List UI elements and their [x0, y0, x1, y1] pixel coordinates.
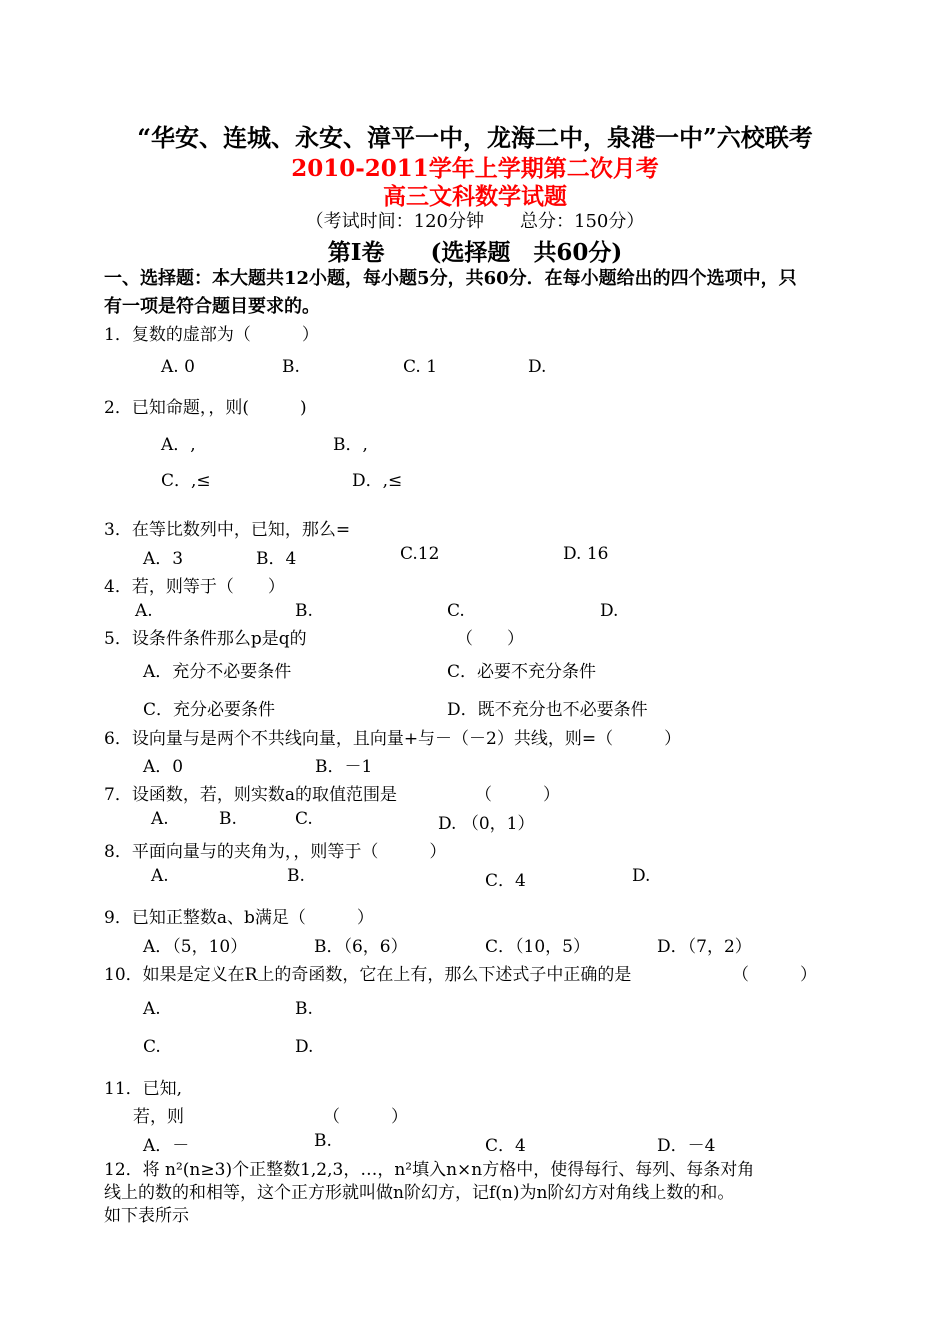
question-2-option-b: B．,	[333, 435, 368, 455]
question-4-option-b: B.	[295, 601, 313, 621]
question-4-option-a: A.	[135, 601, 153, 621]
question-3-option-c: C.12	[400, 544, 440, 564]
question-7-option-a: A.	[151, 809, 169, 829]
question-11-option-b: B.	[314, 1131, 332, 1151]
question-5-option-c: C．充分必要条件	[143, 700, 276, 720]
question-6-option-a: A．0	[143, 757, 184, 777]
question-2-option-a: A．,	[161, 435, 196, 455]
question-1-stem: 1．复数的虚部为（ ）	[104, 325, 319, 345]
question-4-stem: 4．若，则等于（ ）	[104, 577, 285, 597]
question-9-option-b: B．（6，6）	[314, 937, 408, 957]
question-7-option-d: D. （0，1）	[438, 814, 535, 834]
question-10-answer-paren: （ ）	[732, 965, 817, 985]
question-10-option-d: D.	[295, 1037, 314, 1057]
question-11-stem-condition: 若，则	[133, 1107, 184, 1127]
question-5-stem: 5．设条件条件那么p是q的	[104, 629, 307, 649]
question-6-option-b: B．－1	[315, 757, 373, 777]
question-3-option-d: D. 16	[563, 544, 609, 564]
question-6-stem: 6．设向量与是两个不共线向量，且向量+与－（－2）共线，则=（ ）	[104, 729, 682, 749]
question-9-option-c: C．（10，5）	[485, 937, 590, 957]
question-5-option-d: D．既不充分也不必要条件	[447, 700, 648, 720]
question-7-option-c: C.	[295, 809, 313, 829]
question-1-option-d: D.	[528, 357, 547, 377]
question-4-option-d: D.	[600, 601, 619, 621]
exam-info: （考试时间：120分钟 总分：150分）	[305, 211, 645, 232]
question-8-stem: 8．平面向量与的夹角为，，则等于（ ）	[104, 842, 447, 862]
question-12-line2: 线上的数的和相等，这个正方形就叫做n阶幻方，记f(n)为n阶幻方对角线上数的和。	[104, 1183, 735, 1203]
question-1-option-a: A. 0	[161, 357, 195, 377]
question-12-line1: 12．将 n²(n≥3)个正整数1,2,3，…，n²填入n×n方格中，使得每行、每列、每条对角	[104, 1160, 755, 1180]
question-10-option-a: A.	[143, 999, 161, 1019]
exam-title: “华安、连城、永安、漳平一中，龙海二中，泉港一中”六校联考	[137, 123, 813, 152]
question-7-option-b: B.	[219, 809, 237, 829]
question-8-option-c: C．4	[485, 871, 526, 891]
question-3-option-a: A．3	[143, 549, 184, 569]
section-instruction-line2: 有一项是符合题目要求的。	[104, 296, 320, 317]
question-11-option-c: C．4	[485, 1136, 526, 1156]
question-10-option-c: C.	[143, 1037, 161, 1057]
question-10-option-b: B.	[295, 999, 313, 1019]
question-5-option-b: C．必要不充分条件	[447, 662, 597, 682]
section-instruction-line1: 一、选择题：本大题共12小题，每小题5分，共60分．在每小题给出的四个选项中，只	[104, 268, 797, 289]
question-8-option-b: B.	[287, 866, 305, 886]
question-8-option-a: A.	[151, 866, 169, 886]
question-8-option-d: D.	[632, 866, 651, 886]
question-4-option-c: C.	[447, 601, 465, 621]
exam-subtitle-subject: 高三文科数学试题	[383, 183, 567, 210]
question-1-option-b: B.	[282, 357, 300, 377]
question-11-option-a: A．－	[143, 1136, 190, 1156]
question-11-option-d: D．－4	[657, 1136, 716, 1156]
question-10-stem: 10．如果是定义在R上的奇函数，它在上有，那么下述式子中正确的是	[104, 965, 632, 985]
question-9-stem: 9．已知正整数a、b满足（ ）	[104, 908, 374, 928]
question-3-option-b: B．4	[256, 549, 297, 569]
question-12-line3: 如下表所示	[104, 1206, 189, 1226]
exam-subtitle-term: 2010-2011学年上学期第二次月考	[291, 155, 659, 182]
question-11-answer-paren: （ ）	[323, 1107, 408, 1127]
question-11-stem: 11．已知,	[104, 1079, 183, 1099]
question-9-option-d: D．（7，2）	[657, 937, 752, 957]
question-2-option-c: C．,≤	[161, 471, 211, 491]
question-7-stem: 7．设函数，若，则实数a的取值范围是	[104, 785, 397, 805]
question-9-option-a: A．（5，10）	[143, 937, 248, 957]
question-5-option-a: A．充分不必要条件	[143, 662, 292, 682]
question-1-option-c: C. 1	[403, 357, 438, 377]
question-7-answer-paren: （ ）	[475, 785, 560, 805]
question-2-stem: 2．已知命题，，则( )	[104, 398, 307, 418]
part-title: 第Ⅰ卷 (选择题 共60分)	[327, 239, 623, 266]
question-3-stem: 3．在等比数列中，已知，那么=	[104, 520, 351, 540]
question-2-option-d: D．,≤	[352, 471, 403, 491]
question-5-answer-paren: （ ）	[456, 629, 524, 649]
